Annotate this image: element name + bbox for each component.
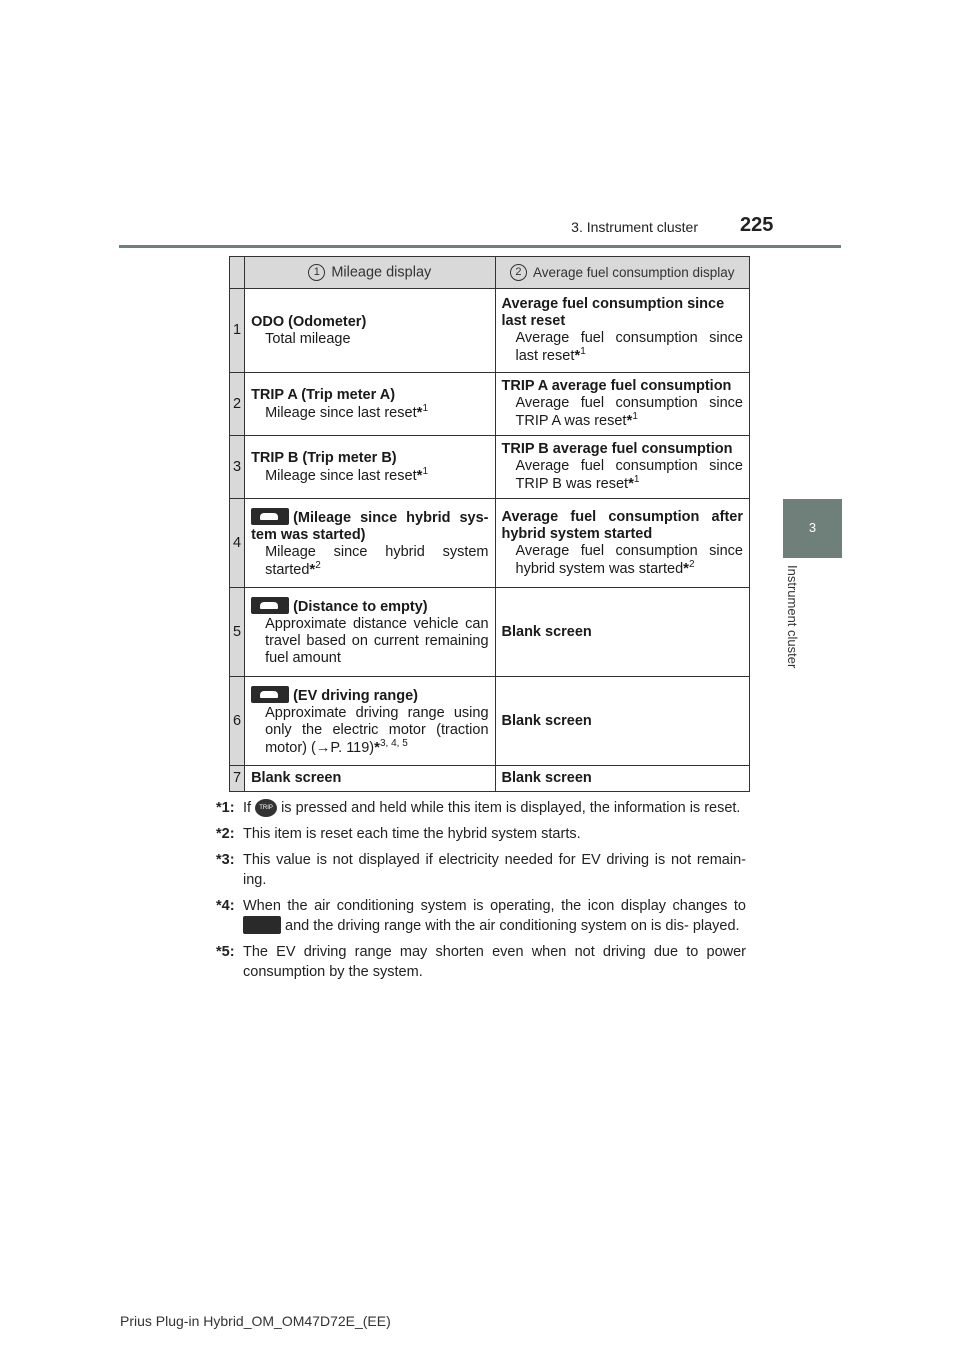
table-row: 5 (Distance to empty) Approximate distance vehicle can travel based on current remaining fuel amount Blank screen <box>230 588 750 677</box>
footnote-3: *3: This value is not displayed if electricity needed for EV driving is not remain- ing. <box>216 852 746 888</box>
table-row: 3 TRIP B (Trip meter B) Mileage since last reset*$^1$ TRIP B average fuel consumption Average fuel consumption since TRIP B was reset*$^1$ <box>230 436 750 499</box>
display-items-table <box>229 256 750 792</box>
document-footer: Prius Plug-in Hybrid_OM_OM47D72E_(EE) <box>120 1313 391 1329</box>
air-conditioning-car-icon <box>243 916 281 934</box>
table-row: 4 (Mileage since hybrid sys- tem was started) Mileage since hybrid system started*$^2$ Average fuel consumption after hybrid system started Average fuel consumption since hybrid system was started*$^2$ <box>230 499 750 588</box>
footnote-1: *1: If TRIP is pressed and held while this item is displayed, the information is reset. <box>216 800 741 816</box>
table-header-row <box>230 257 750 289</box>
trip-button-icon: TRIP <box>255 799 277 817</box>
table-row: 7 Blank screen Blank screen <box>230 766 750 792</box>
side-tab-number: 3 <box>808 520 817 535</box>
header-section-title: 3. Instrument cluster <box>571 219 698 235</box>
footnote-5: *5: The EV driving range may shorten even when not driving due to power consumption by the system. <box>216 944 746 980</box>
col-header-mileage: 1 Mileage display <box>245 257 495 289</box>
side-tab-label: Instrument cluster <box>785 565 800 669</box>
page-number: 225 <box>740 214 774 236</box>
fuel-pump-car-icon <box>251 597 289 614</box>
footnote-4: *4: When the air conditioning system is operating, the icon display changes to and the driving range with the air conditioning system on is dis- played. <box>216 898 746 934</box>
footnote-2: *2: This item is reset each time the hybrid system starts. <box>216 826 581 842</box>
table-row: 2 TRIP A (Trip meter A) Mileage since last reset*$^1$ TRIP A average fuel consumption Average fuel consumption since TRIP A was reset*$^1$ <box>230 373 750 436</box>
table-row: 1 ODO (Odometer) Total mileage Average fuel consumption since last reset Average fuel consumption since last reset*$^1$ <box>230 289 750 373</box>
header-rule <box>119 245 841 248</box>
col-header-fuel: 2 Average fuel consumption display <box>495 257 749 289</box>
hybrid-car-icon <box>251 508 289 525</box>
footnotes <box>216 798 746 988</box>
table-row: 6 (EV driving range) Approximate driving range using only the electric motor (traction motor) (→P. 119)*$^{3, 4, 5}$ Blank screen <box>230 677 750 766</box>
ev-plug-car-icon <box>251 686 289 703</box>
